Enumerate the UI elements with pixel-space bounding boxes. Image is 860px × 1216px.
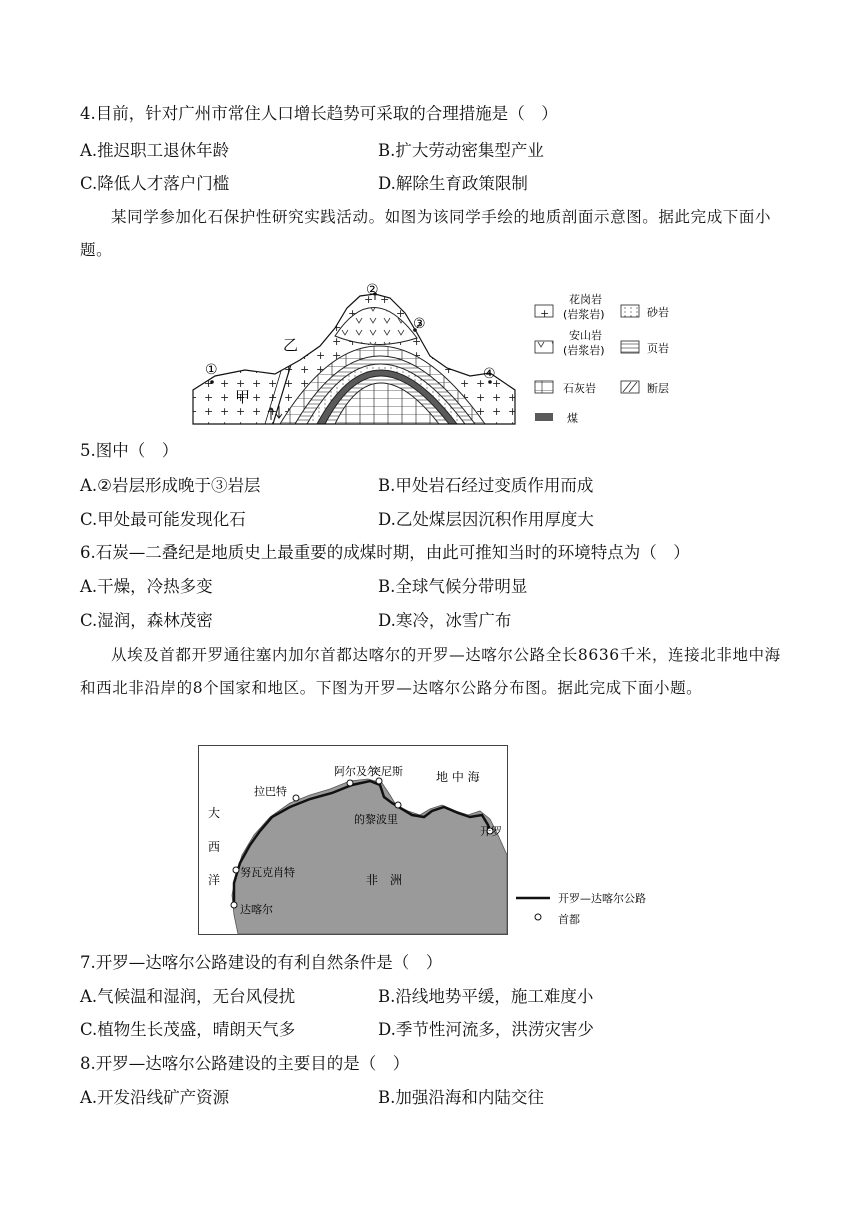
city-nouakchott: 努瓦克肖特 [240,866,295,879]
q7-option-d: D.季节性河流多，洪涝灾害少 [378,1020,594,1039]
q4-option-a: A.推迟职工退休年龄 [80,141,230,160]
capital-algiers-marker [347,780,353,786]
sandstone-swatch [621,305,639,317]
label-atlantic-1: 大 [208,806,221,820]
marker-2-label: ② [366,282,379,298]
legend-sandstone: 砂岩 [647,306,669,319]
geology-legend [535,292,669,425]
jia-label: 甲 [235,388,251,406]
legend-coal: 煤 [567,412,578,425]
q8-option-b: B.加强沿海和内陆交往 [378,1088,544,1107]
label-mediterranean: 地 中 海 [436,770,480,784]
q7-stem: 7.开罗—达喀尔公路建设的有利自然条件是（ ） [80,953,443,972]
q8-option-a: A.开发沿线矿产资源 [80,1088,230,1107]
q5-option-b: B.甲处岩石经过变质作用而成 [378,476,594,495]
capital-dakar-marker [231,902,237,908]
yi-label: 乙 [283,336,299,354]
intro-geology: 某同学参加化石保护性研究实践活动。如图为该同学手绘的地质剖面示意图。据此完成下面小题。 [80,208,772,259]
geology-cross-section-figure [185,278,685,430]
label-atlantic-3: 洋 [208,873,221,887]
capital-rabat-marker [293,795,299,801]
city-rabat: 拉巴特 [254,785,287,798]
q5-option-d: D.乙处煤层因沉积作用厚度大 [378,510,594,529]
capital-tripoli-marker [395,802,401,808]
legend-granite-sub: (岩浆岩) [563,308,605,321]
shale-swatch [621,341,639,353]
limestone-swatch [535,381,553,393]
legend-andesite: 安山岩 [569,329,602,342]
q5-option-a: A.②岩层形成晚于③岩层 [80,476,261,495]
legend-fault: 断层 [647,382,669,395]
marker-1-label: ① [205,362,218,378]
legend-granite: 花岗岩 [569,293,602,306]
granite-swatch [535,305,553,317]
city-tripoli: 的黎波里 [354,813,398,826]
capital-nouakchott-marker [233,867,239,873]
legend-road-label: 开罗—达喀尔公路 [558,892,646,905]
q4-stem: 4.目前，针对广州市常住人口增长趋势可采取的合理措施是（ ） [80,104,558,123]
marker-4-label: ④ [483,366,496,382]
q4-option-c: C.降低人才落户门槛 [80,174,230,193]
city-algiers: 阿尔及尔 [334,765,378,778]
legend-capital-label: 首都 [558,913,580,926]
city-tunis: 突尼斯 [370,765,403,778]
capital-tunis-marker [376,778,382,784]
q8-stem: 8.开罗—达喀尔公路建设的主要目的是（ ） [80,1054,410,1073]
label-atlantic-2: 西 [208,840,221,854]
legend-andesite-sub: (岩浆岩) [563,344,605,357]
q6-option-a: A.干燥，冷热多变 [80,577,213,596]
q4-option-b: B.扩大劳动密集型产业 [378,141,544,160]
q6-option-b: B.全球气候分带明显 [378,577,528,596]
q6-stem: 6.石炭—二叠纪是地质史上最重要的成煤时期，由此可推知当时的环境特点为（ ） [80,543,690,562]
q7-option-b: B.沿线地势平缓，施工难度小 [378,987,594,1006]
city-cairo: 开罗 [480,825,502,838]
legend-shale: 页岩 [647,342,669,355]
q4-option-d: D.解除生育政策限制 [378,174,528,193]
q5-stem: 5.图中（ ） [80,441,179,460]
q6-option-c: C.湿润，森林茂密 [80,611,213,630]
marker-3-label: ③ [413,316,426,332]
label-africa: 非 洲 [366,873,403,887]
q7-option-c: C.植物生长茂盛，晴朗天气多 [80,1020,296,1039]
cairo-dakar-highway-map [198,745,668,937]
coal-swatch [535,413,553,421]
q7-option-a: A.气候温和湿润，无台风侵扰 [80,987,296,1006]
marker-point-1 [210,380,214,384]
legend-capital-icon [535,914,541,920]
intro-highway: 从埃及首都开罗通往塞内加尔首都达喀尔的开罗—达喀尔公路全长8636千米，连接北非地中海和西北非沿岸的8个国家和地区。下图为开罗—达喀尔公路分布图。据此完成下面小题。 [80,646,781,697]
map-legend [516,891,646,926]
q5-option-c: C.甲处最可能发现化石 [80,510,246,529]
legend-limestone: 石灰岩 [563,382,596,395]
andesite-swatch [535,341,553,353]
q6-option-d: D.寒冷，冰雪广布 [378,611,512,630]
city-dakar: 达喀尔 [240,903,273,916]
